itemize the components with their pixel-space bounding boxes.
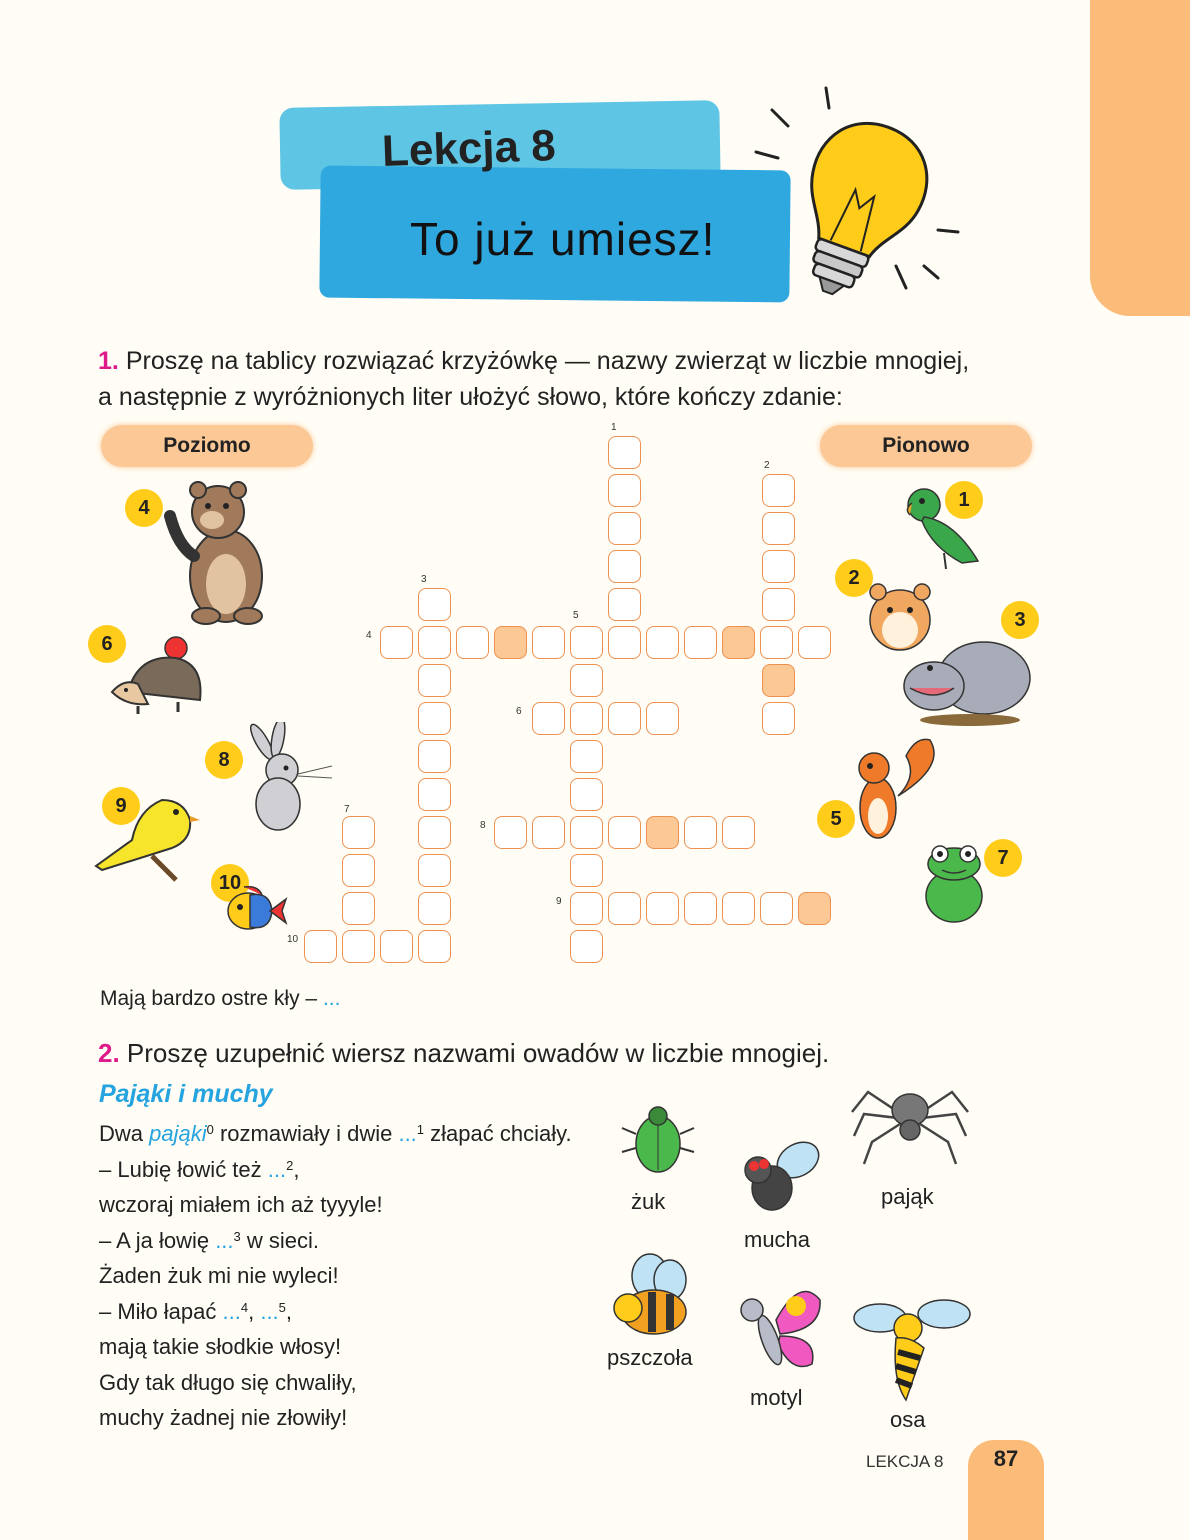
insect-label-pszczola: pszczoła (607, 1345, 693, 1370)
crossword-cell[interactable] (762, 550, 795, 583)
crossword-cell[interactable] (608, 702, 641, 735)
crossword-cell-highlighted[interactable] (646, 816, 679, 849)
crossword-cell[interactable] (608, 816, 641, 849)
crossword-cell-highlighted[interactable] (762, 664, 795, 697)
down-label: Pionowo (820, 425, 1032, 467)
crossword-cell-highlighted[interactable] (798, 892, 831, 925)
crossword-cell[interactable] (342, 930, 375, 963)
badge-9: 9 (102, 787, 140, 825)
crossword-cell[interactable] (342, 816, 375, 849)
crossword-cell[interactable] (608, 588, 641, 621)
crossword-cell[interactable] (342, 892, 375, 925)
crossword-cell[interactable] (646, 892, 679, 925)
crossword-cell[interactable] (418, 740, 451, 773)
crossword-cell[interactable] (608, 436, 641, 469)
crossword-cell[interactable] (570, 816, 603, 849)
task-number: 2. (98, 1038, 120, 1068)
crossword-cell[interactable] (570, 702, 603, 735)
crossword-cell[interactable] (532, 702, 565, 735)
crossword-cell[interactable] (608, 892, 641, 925)
example-word: pająki (149, 1121, 207, 1146)
badge-5: 5 (817, 800, 855, 838)
badge-3: 3 (1001, 601, 1039, 639)
crossword-cell[interactable] (570, 778, 603, 811)
crossword-cell[interactable] (646, 626, 679, 659)
task1-line2: a następnie z wyróżnionych liter ułożyć słowo, które kończy zdanie: (98, 383, 843, 411)
crossword-cell[interactable] (418, 854, 451, 887)
footer-section: LEKCJA 8 (866, 1452, 944, 1471)
blank-2[interactable]: ... (267, 1156, 287, 1182)
clue-number: 7 (344, 804, 350, 815)
crossword-cell[interactable] (570, 664, 603, 697)
crossword-cell[interactable] (608, 474, 641, 507)
poem-line-4: – A ja łowię ...$^3$ w sieci. (99, 1227, 320, 1253)
poem-line-8: Gdy tak długo się chwaliły, (99, 1369, 357, 1395)
crossword-cell[interactable] (532, 626, 565, 659)
crossword-cell[interactable] (684, 892, 717, 925)
crossword-cell[interactable] (418, 702, 451, 735)
crossword-cell[interactable] (684, 626, 717, 659)
poem-line-9: muchy żadnej nie złowiły! (99, 1405, 348, 1430)
badge-4: 4 (125, 489, 163, 527)
crossword-cell[interactable] (418, 892, 451, 925)
crossword-cell[interactable] (722, 816, 755, 849)
crossword-cell[interactable] (608, 550, 641, 583)
answer-blank[interactable]: ... (322, 987, 341, 1010)
crossword-cell[interactable] (570, 854, 603, 887)
clue-number: 3 (421, 574, 427, 585)
across-label: Poziomo (101, 425, 313, 467)
poem-line-1: Dwa pająki$^0$ rozmawiały i dwie ...$^1$ złapać chciały. (99, 1121, 572, 1146)
crossword-cell[interactable] (760, 892, 793, 925)
crossword-cell[interactable] (304, 930, 337, 963)
badge-8: 8 (205, 741, 243, 779)
clue-number: 2 (764, 460, 770, 471)
crossword-cell[interactable] (418, 626, 451, 659)
task2-text: Proszę uzupełnić wiersz nazwami owadów w liczbie mnogiej. (126, 1038, 830, 1068)
spider-illustration (848, 1072, 972, 1168)
crossword-cell[interactable] (532, 816, 565, 849)
crossword-cell[interactable] (646, 702, 679, 735)
bee-illustration (610, 1252, 696, 1342)
task1-text: Proszę na tablicy rozwiązać krzyżówkę — nazwy zwierząt w liczbie mnogiej, (125, 347, 970, 375)
wasp-illustration (852, 1296, 974, 1404)
clue-number: 8 (480, 820, 486, 831)
crossword-cell[interactable] (762, 512, 795, 545)
insect-label-osa: osa (890, 1407, 926, 1432)
task-number: 1. (98, 347, 119, 375)
beetle-illustration (618, 1098, 698, 1178)
crossword-cell[interactable] (608, 626, 641, 659)
sentence-text: Mają bardzo ostre kły – (100, 987, 318, 1010)
crossword-cell-highlighted[interactable] (722, 626, 755, 659)
clue-number: 9 (556, 896, 562, 907)
badge-6: 6 (88, 625, 126, 663)
crossword-cell[interactable] (418, 778, 451, 811)
badge-7: 7 (984, 839, 1022, 877)
badge-2: 2 (835, 559, 873, 597)
crossword-cell[interactable] (570, 740, 603, 773)
crossword-cell-highlighted[interactable] (494, 626, 527, 659)
clue-number: 10 (287, 934, 299, 945)
crossword-cell[interactable] (418, 588, 451, 621)
crossword-cell[interactable] (762, 702, 795, 735)
crossword-cell[interactable] (760, 626, 793, 659)
crossword-cell[interactable] (798, 626, 831, 659)
poem-line-5: Żaden żuk mi nie wyleci! (99, 1263, 339, 1288)
crossword-cell[interactable] (380, 626, 413, 659)
insect-label-motyl: motyl (750, 1385, 803, 1410)
lesson-subtitle: To już umiesz! (410, 213, 716, 265)
crossword-cell[interactable] (380, 930, 413, 963)
poem-line-7: mają takie słodkie włosy! (99, 1334, 342, 1359)
page-number: 87 (993, 1446, 1019, 1471)
crossword-cell[interactable] (570, 892, 603, 925)
clue-number: 5 (573, 610, 579, 621)
badge-1: 1 (945, 481, 983, 519)
crossword-sentence (100, 981, 340, 1017)
insect-label-mucha: mucha (744, 1227, 811, 1252)
clue-number: 1 (611, 422, 617, 433)
crossword-cell[interactable] (570, 626, 603, 659)
fly-illustration (728, 1130, 828, 1222)
crossword-cell[interactable] (456, 626, 489, 659)
blank-4[interactable]: ... (222, 1298, 241, 1324)
crossword-cell[interactable] (722, 892, 755, 925)
crossword-cell[interactable] (570, 930, 603, 963)
clue-number: 4 (366, 630, 372, 641)
blank-5[interactable]: ... (260, 1298, 279, 1324)
insect-label-pajak: pająk (881, 1184, 934, 1209)
poem (99, 1116, 619, 1436)
clue-number: 6 (516, 706, 522, 717)
badge-10: 10 (211, 864, 249, 902)
task2-instruction (98, 1037, 829, 1070)
crossword-cell[interactable] (418, 816, 451, 849)
crossword-cell[interactable] (762, 588, 795, 621)
blank-1[interactable]: ... (398, 1121, 417, 1146)
poem-line-6: – Miło łapać ...$^4$, ...$^5$, (99, 1298, 293, 1324)
blank-3[interactable]: ... (215, 1227, 234, 1253)
crossword-cell[interactable] (608, 512, 641, 545)
crossword-cell[interactable] (762, 474, 795, 507)
poem-title: Pająki i muchy (99, 1080, 273, 1108)
poem-line-3: wczoraj miałem ich aż tyyyle! (99, 1192, 383, 1217)
crossword-cell[interactable] (342, 854, 375, 887)
crossword-cell[interactable] (684, 816, 717, 849)
poem-line-2: – Lubię łowić też ...$^2$, (99, 1156, 300, 1182)
butterfly-illustration (730, 1280, 824, 1376)
crossword-cell[interactable] (418, 664, 451, 697)
crossword-cell[interactable] (418, 930, 451, 963)
lesson-title: Lekcja 8 (381, 120, 557, 177)
insect-label-zuk: żuk (631, 1189, 666, 1214)
crossword-cell[interactable] (494, 816, 527, 849)
